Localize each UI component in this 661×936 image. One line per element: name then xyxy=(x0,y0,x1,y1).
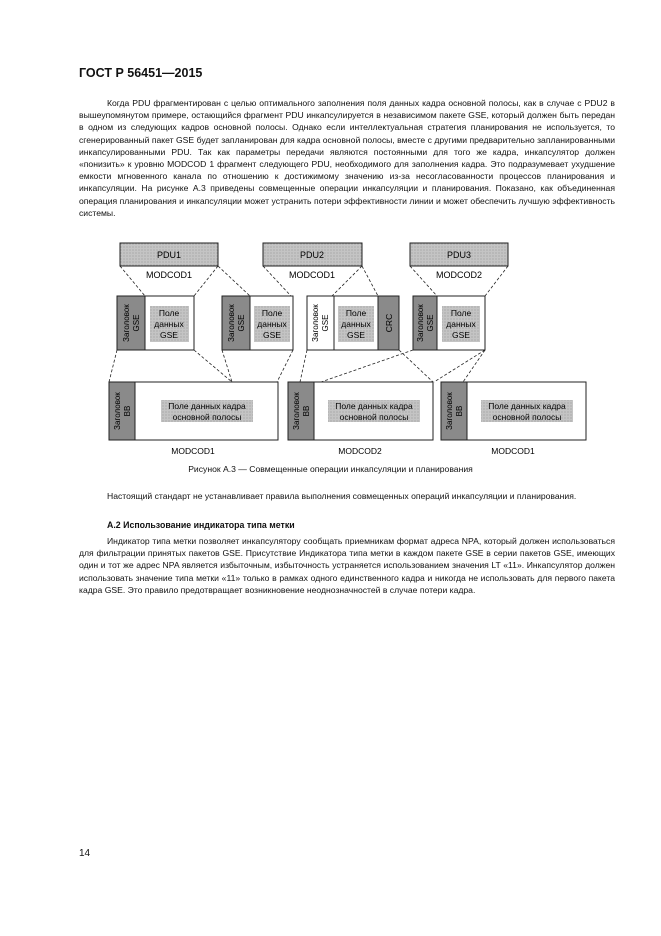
frame-3-modcod: MODCOD1 xyxy=(491,446,535,456)
gse-1-header-l2: GSE xyxy=(132,314,141,332)
page-number: 14 xyxy=(79,848,91,859)
bb-2-header-l1: Заголовок xyxy=(292,392,301,430)
bb-frame-3 xyxy=(441,382,586,456)
bb-1-header-l1: Заголовок xyxy=(113,392,122,430)
gse-3-crc: CRC xyxy=(384,313,394,333)
gse-1-data-l2: данных xyxy=(154,319,184,329)
gse-1-header-l1: Заголовок xyxy=(122,304,131,342)
gse-4-data-l2: данных xyxy=(446,319,476,329)
gse-2-data-l3: GSE xyxy=(263,330,281,340)
bb-1-data-l1: Поле данных кадра xyxy=(168,401,246,411)
document-header: ГОСТ Р 56451—2015 xyxy=(79,66,203,80)
bb-1-data-l2: основной полосы xyxy=(172,412,242,422)
pdu-2-label: PDU2 xyxy=(299,250,325,260)
gse-3-header-l1: Заголовок xyxy=(311,304,320,342)
paragraph-intro: Когда PDU фрагментирован с целью оптимального заполнения поля данных кадра основной полосы, как в случае с PDU2 в вышеупомянутом примере, остающийся фрагмент PDU инкапсулируется в независимом пакете GSE, который должен быть передан в одном из следующих кадров основной полосы. Однако если интеллектуальная стратегия планирования не используется, то сгенерированный пакет GSE будет запланирован для кадра основной полосы, вместе с другими предварительно запланированными инкапсулированными PDU. Так как параметры передачи являются постоянными для того же кадра, инкапсулятор должен «понизить» к уровню MODCOD 1 фрагмент следующего PDU, необходимого для заполнения кадра. Это подразумевает ухудшение емкости мгновенного канала по отношению к достижимому значению из-за несогласованности процессов планирования и инкапсуляции. На рисунке А.3 приведены совмещенные операции инкапсуляции и планирования. Показано, как объединенная операция планирования и инкапсуляции может устранить потери эффективности линии и может обеспечить лучшую эффективность системы. xyxy=(79,98,615,218)
pdu-1 xyxy=(120,243,218,280)
gse-1-data-l3: GSE xyxy=(160,330,178,340)
bb-1-header-l2: BB xyxy=(123,405,132,417)
bb-frame-2 xyxy=(288,382,433,456)
encapsulation-diagram xyxy=(0,230,661,460)
frame-1-modcod: MODCOD1 xyxy=(171,446,215,456)
gse-3-data-l3: GSE xyxy=(347,330,365,340)
gse-2-data-l2: данных xyxy=(257,319,287,329)
bb-frame-1 xyxy=(109,382,278,456)
gse-4-header-l2: GSE xyxy=(426,314,435,332)
paragraph-standard-note: Настоящий стандарт не устанавливает правила выполнения совмещенных операций инкапсуляции и планирования. xyxy=(107,491,577,501)
gse-packet-2 xyxy=(222,296,293,350)
gse-2-header-l2: GSE xyxy=(237,314,246,332)
bb-3-data-l1: Поле данных кадра xyxy=(488,401,566,411)
bb-3-header-l1: Заголовок xyxy=(445,392,454,430)
gse-4-header-l1: Заголовок xyxy=(416,304,425,342)
gse-2-data-l1: Поле xyxy=(261,308,283,318)
figure-caption: Рисунок А.3 — Совмещенные операции инкапсуляции и планирования xyxy=(188,464,473,474)
section-title: А.2 Использование индикатора типа метки xyxy=(107,520,295,530)
gse-1-data-l1: Поле xyxy=(158,308,180,318)
gse-packet-1 xyxy=(117,296,194,350)
gse-3-data-l2: данных xyxy=(341,319,371,329)
paragraph-label-type: Индикатор типа метки позволяет инкапсулятору сообщать приемникам формат адреса NPA, который должен использоваться для фильтрации принятых пакетов GSE. Присутствие Индикатора типа метки в каждом пакете GSE в серии пакетов GSE, имеющих один и тот же адрес NPA является избыточным, избыточность устраняется использованием значения LT «11». Инкапсулятор должен использовать значение типа метки «11» только в рамках одного единственного кадра и никогда не использовать для первого пакета кадра GSE. Это правило предотвращает возникновение неоднозначностей в случае потери кадра. xyxy=(79,536,615,595)
gse-4-data-l3: GSE xyxy=(452,330,470,340)
gse-3-header-l2: GSE xyxy=(321,314,330,332)
pdu-3-label: PDU3 xyxy=(446,250,472,260)
gse-packet-4 xyxy=(413,296,485,350)
bb-3-data-l2: основной полосы xyxy=(492,412,562,422)
bb-3-header-l2: BB xyxy=(455,405,464,417)
frame-2-modcod: MODCOD2 xyxy=(338,446,382,456)
pdu-1-label: PDU1 xyxy=(156,250,182,260)
gse-4-data-l1: Поле xyxy=(450,308,472,318)
bb-2-data-l2: основной полосы xyxy=(339,412,409,422)
pdu-2 xyxy=(263,243,362,280)
bb-2-data-l1: Поле данных кадра xyxy=(335,401,413,411)
gse-2-header-l1: Заголовок xyxy=(227,304,236,342)
pdu-1-modcod: MODCOD1 xyxy=(145,270,193,280)
bb-2-header-l2: BB xyxy=(302,405,311,417)
pdu-2-modcod: MODCOD1 xyxy=(288,270,336,280)
gse-packet-3 xyxy=(307,296,399,350)
gse-to-frame-connectors xyxy=(109,350,485,382)
pdu-3 xyxy=(410,243,508,280)
pdu-3-modcod: MODCOD2 xyxy=(435,270,483,280)
gse-3-data-l1: Поле xyxy=(345,308,367,318)
